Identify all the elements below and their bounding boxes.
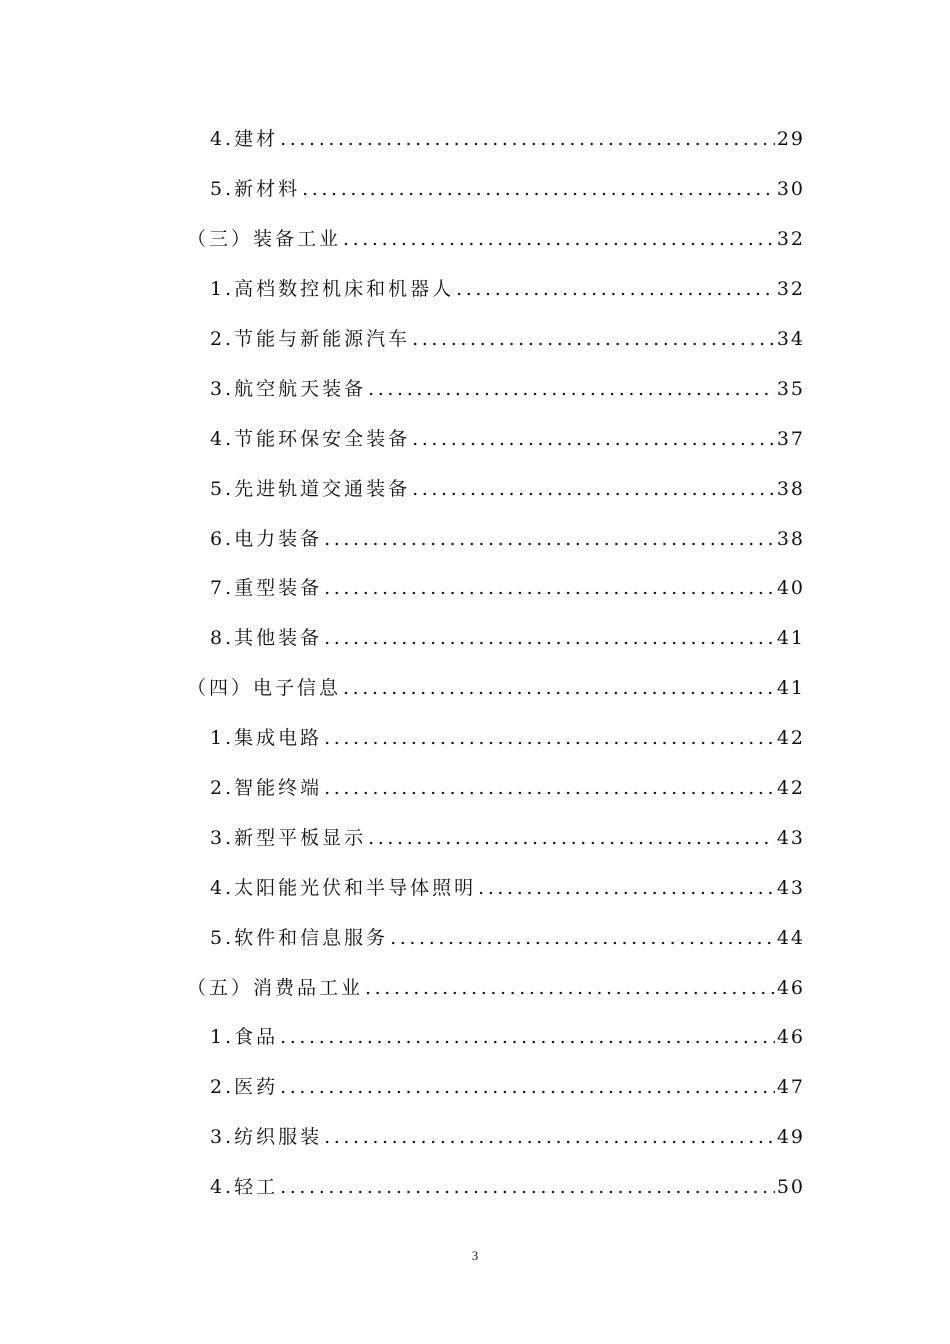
toc-entry-page: 32 xyxy=(776,278,805,301)
dot-leader xyxy=(280,130,775,149)
dot-leader xyxy=(343,679,775,698)
toc-section-entry[interactable] xyxy=(0,963,950,1013)
dot-leader xyxy=(324,1128,775,1147)
toc-entry-title: （三）装备工业 xyxy=(187,228,342,251)
toc-entry-title: 6.电力装备 xyxy=(210,527,323,550)
toc-entry[interactable] xyxy=(0,564,950,614)
dot-leader xyxy=(324,629,775,648)
dot-leader xyxy=(280,1178,775,1197)
toc-entry[interactable] xyxy=(0,813,950,863)
toc-entry[interactable] xyxy=(0,913,950,963)
dot-leader xyxy=(324,779,775,798)
toc-entry-title: 7.重型装备 xyxy=(210,577,323,600)
toc-entry-page: 43 xyxy=(776,876,805,899)
toc-entry-title: 2.智能终端 xyxy=(210,777,323,800)
toc-entry-page: 47 xyxy=(776,1076,805,1099)
toc-section-entry[interactable] xyxy=(0,664,950,714)
dot-leader xyxy=(324,579,775,598)
toc-entry[interactable] xyxy=(0,115,950,165)
toc-entry-title: （四）电子信息 xyxy=(187,677,342,700)
toc-entry-title: 3.新型平板显示 xyxy=(210,826,367,849)
dot-leader xyxy=(412,480,775,499)
toc-entry-page: 35 xyxy=(776,377,805,400)
toc-entry[interactable] xyxy=(0,364,950,414)
dot-leader xyxy=(324,729,775,748)
toc-entry-title: 5.新材料 xyxy=(210,178,301,201)
dot-leader xyxy=(343,230,775,249)
toc-entry[interactable] xyxy=(0,315,950,365)
toc-entry-page: 42 xyxy=(776,777,805,800)
toc-entry-page: 32 xyxy=(776,228,805,251)
toc-entry-title: 4.建材 xyxy=(210,128,279,151)
toc-entry[interactable] xyxy=(0,714,950,764)
toc-entry-title: 1.集成电路 xyxy=(210,727,323,750)
toc-entry-title: 4.节能环保安全装备 xyxy=(210,427,411,450)
toc-entry-page: 50 xyxy=(776,1176,805,1199)
dot-leader xyxy=(302,180,775,199)
toc-entry[interactable] xyxy=(0,165,950,215)
toc-entry-page: 46 xyxy=(776,1026,805,1049)
dot-leader xyxy=(412,430,775,449)
toc-entry-title: 1.食品 xyxy=(210,1026,279,1049)
toc-entry[interactable] xyxy=(0,1163,950,1213)
toc-entry-title: 1.高档数控机床和机器人 xyxy=(210,278,455,301)
toc-entry[interactable] xyxy=(0,863,950,913)
toc-entry-page: 30 xyxy=(776,178,805,201)
dot-leader xyxy=(390,929,775,948)
toc-entry[interactable] xyxy=(0,514,950,564)
toc-entry-title: 3.航空航天装备 xyxy=(210,377,367,400)
toc-entry-page: 41 xyxy=(776,677,805,700)
toc-entry-page: 37 xyxy=(776,427,805,450)
toc-entry-page: 38 xyxy=(776,477,805,500)
toc-entry-title: 4.太阳能光伏和半导体照明 xyxy=(210,876,477,899)
toc-entry-page: 34 xyxy=(776,328,805,350)
toc-entry-page: 42 xyxy=(776,727,805,750)
toc-entry-title: 8.其他装备 xyxy=(210,627,323,650)
toc-entry[interactable] xyxy=(0,1063,950,1113)
dot-leader xyxy=(280,1028,775,1047)
toc-entry[interactable] xyxy=(0,764,950,814)
toc-entry-page: 49 xyxy=(776,1126,805,1149)
toc-entry-page: 44 xyxy=(776,926,805,949)
toc-entry[interactable] xyxy=(0,464,950,514)
dot-leader xyxy=(368,380,775,399)
dot-leader xyxy=(456,280,775,299)
toc-entry-title: 2.医药 xyxy=(210,1076,279,1099)
toc-entry-page: 43 xyxy=(776,826,805,849)
table-of-contents xyxy=(0,115,950,1213)
toc-entry-title: 5.软件和信息服务 xyxy=(210,926,389,949)
toc-entry[interactable] xyxy=(0,1113,950,1163)
toc-entry-page: 40 xyxy=(776,577,805,600)
toc-entry-title: 2.节能与新能源汽车 xyxy=(210,328,411,350)
dot-leader xyxy=(412,330,775,349)
dot-leader xyxy=(324,530,775,549)
toc-entry-title: （五）消费品工业 xyxy=(187,976,364,999)
toc-entry[interactable] xyxy=(0,414,950,464)
dot-leader xyxy=(368,829,775,848)
dot-leader xyxy=(478,879,775,898)
toc-entry-title: 5.先进轨道交通装备 xyxy=(210,477,411,500)
toc-entry-page: 29 xyxy=(776,128,805,151)
toc-entry[interactable] xyxy=(0,265,950,315)
toc-entry-page: 46 xyxy=(776,976,805,999)
toc-entry-page: 38 xyxy=(776,527,805,550)
toc-entry-page: 41 xyxy=(776,627,805,650)
toc-entry[interactable] xyxy=(0,614,950,664)
dot-leader xyxy=(365,979,775,998)
page-number: 3 xyxy=(471,1248,479,1263)
toc-entry[interactable] xyxy=(0,1013,950,1063)
dot-leader xyxy=(280,1078,775,1097)
toc-entry-title: 3.纺织服装 xyxy=(210,1126,323,1149)
toc-entry-title: 4.轻工 xyxy=(210,1176,279,1199)
toc-section-entry[interactable] xyxy=(0,215,950,265)
